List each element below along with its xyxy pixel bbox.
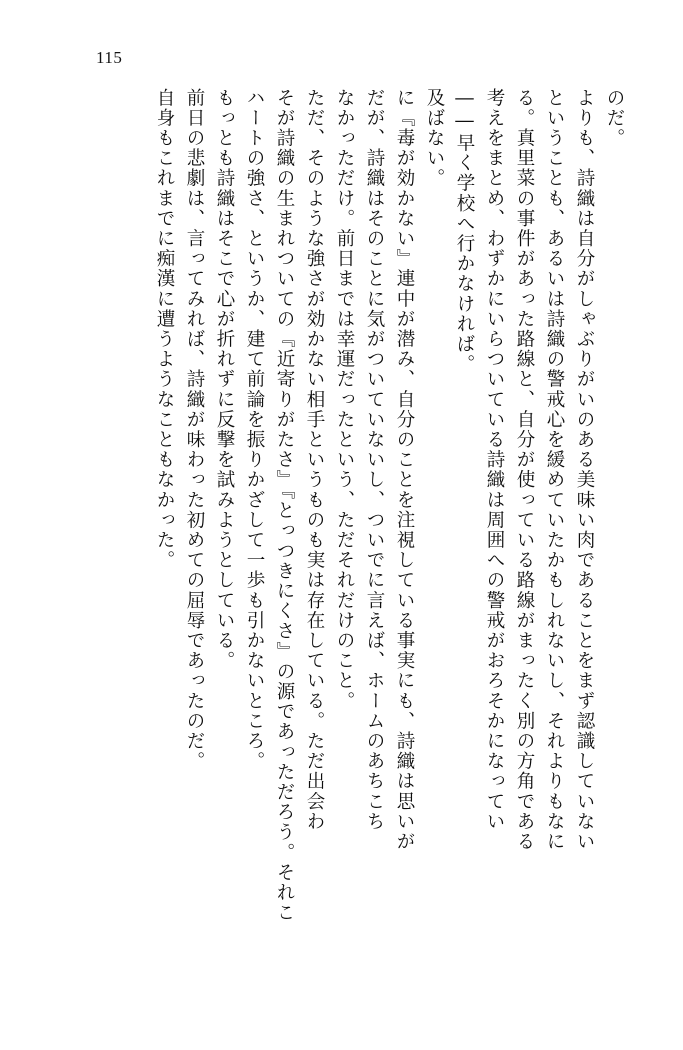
text-line: そが詩織の生まれついての『近寄りがたさ』『とっつきにくさ』の源であっただろう。それこ xyxy=(274,88,295,923)
text-line: のだ。 xyxy=(604,88,625,149)
text-line: ということも、あるいは詩織の警戒心を緩めていたかもしれないし、それよりもなに xyxy=(544,88,565,852)
page-number: 115 xyxy=(96,48,123,67)
text-line: ――早く学校へ行かなければ。 xyxy=(454,88,475,375)
text-line: に『毒が効かない』連中が潜み、自分のことを注視している事実にも、詩織は思いが xyxy=(394,88,415,852)
text-line: 自身もこれまでに痴漢に遭うようなこともなかった。 xyxy=(154,88,175,571)
text-line: だが、詩織はそのことに気がついていないし、ついでに言えば、ホームのあちこち xyxy=(364,88,385,832)
text-line: 考えをまとめ、わずかにいらついている詩織は周囲への警戒がおろそかになってい xyxy=(484,88,505,832)
vertical-text-block xyxy=(70,88,623,988)
text-line: 前日の悲劇は、言ってみれば、詩織が味わった初めての屈辱であったのだ。 xyxy=(184,88,205,772)
text-line: ただ、そのような強さが効かない相手というものも実は存在している。ただ出会わ xyxy=(304,88,325,832)
text-line: なかっただけ。前日までは幸運だったという、ただそれだけのこと。 xyxy=(334,88,355,712)
text-line: ハートの強さ、というか、建て前論を振りかざして一歩も引かないところ。 xyxy=(244,88,265,772)
text-line: 及ばない。 xyxy=(424,88,445,189)
text-line: る。真里菜の事件があった路線と、自分が使っている路線がまったく別の方角である xyxy=(514,88,535,852)
text-line: よりも、詩織は自分がしゃぶりがいのある美味い肉であることをまず認識していない xyxy=(574,88,595,852)
text-line: もっとも詩織はそこで心が折れずに反撃を試みようとしている。 xyxy=(214,88,235,671)
